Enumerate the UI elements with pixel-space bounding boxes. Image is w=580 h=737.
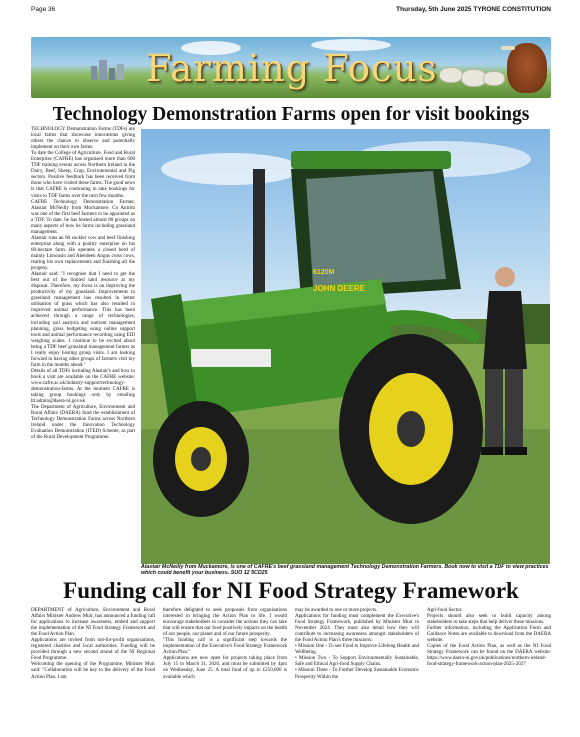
article1-paragraph: The Department of Agriculture, Environment and Rural Affairs (DAERA) fund the establishment of Technology Demonstration Farms across Northern Ireland under the Innovation Technology Evaluation Demonstration (ITED) Scheme, as part of the Rural Development Programme.	[31, 404, 135, 441]
city-skyline-icon	[89, 56, 127, 80]
article2-paragraph: "This funding call is a significant step towards the implementation of the Executive's Food Strategy Framework Action Plan."	[163, 637, 287, 656]
article2-paragraph: may be awarded to one or more projects.	[295, 607, 378, 613]
article2-paragraph: Applications for funding must complement the Executive's Food Strategy Framework, published by Minister Muir in November 2024. They must also detail how they will contribute to increasing awareness amongst stakeholders of the Food Action Plan's three missions:	[295, 613, 419, 644]
article2-column-4	[427, 607, 551, 735]
article1-paragraph: Alastair said: "I recognise that I need to get the best out of the limited land resource at my disposal. Therefore, my focus is on improving the productivity of my grassland. Improvements in grassland management has resulted in better utilisation of grass which has also resulted in improved animal performance. This has been achieved through a range of technologies, including soil analysis and nutrient management planning, grass budgeting using online support tools and animal performance recording using EID weighing scales. I continue to be excited about being a TDF beef grassland management farmer as I really enjoy hosting group visits. I am looking forward to having other groups of farmers visit my farm in the months ahead."	[31, 271, 135, 368]
article1-paragraph: Alastair runs an 80 suckler cow and beef finishing enterprise along with a poultry enterprise on his 60-hectare farm. He operates a closed herd of mainly Limousin and Aberdeen Angus cross cows, rearing his own replacements and finishing all the progeny.	[31, 234, 135, 272]
article2-paragraph: • Mission Two - To Support Environmentally Sustainable, Safe and Ethical Agri-food Supply Chains.	[295, 655, 419, 668]
issue-date: Thursday, 5th June 2025 TYRONE CONSTITUTION	[396, 5, 551, 13]
article2-paragraph: therefore delighted to seek proposals from organisations interested in bringing the Action Plan to life. I would encourage stakeholders to consider the actions they can take that will ensure that our food positively impacts on the health of our people, our planet and of our future prosperity.	[163, 607, 287, 638]
article2-column-1	[31, 607, 155, 735]
article1-paragraph: TECHNOLOGY Demonstration Farms (TDFs) are local farms that showcase innovations giving others the chance to observe and potentially implement on their own farms.	[31, 126, 135, 151]
article2-paragraph: • Mission One - To see Food to Improve Lifelong Health and Wellbeing.	[295, 643, 419, 656]
sheep-icon	[483, 71, 505, 86]
page-number: Page 36	[31, 5, 56, 13]
article2-paragraph: Agri-food Sector.	[427, 607, 463, 613]
article2-paragraph: Applications are now open for projects taking place from July 15 to March 31, 2026, and must be submitted by 4pm on Wednesday, June 25. A total fund of up to £250,000 is available which	[163, 655, 287, 680]
section-banner	[31, 37, 551, 98]
highland-cow-icon	[507, 43, 547, 93]
article1-headline: Technology Demonstration Farms open for visit bookings	[52, 104, 530, 125]
article1-paragraph: To date the College of Agriculture, Food and Rural Enterprise (CAFRE) has organised more than 600 TDF training events across Northern Ireland in the Dairy, Beef, Sheep, Crop, Environmental and Pig sectors. Positive feedback has been received from those who have visited these farms. The good news is that CAFRE is continuing to take bookings for visits to TDF farms over the next few months.	[31, 150, 135, 199]
article1-paragraph: CAFRE Technology Demonstration Farmer, Alastair McNeilly from Muckamore, Co Antrim was one of the first beef farmers to be appointed as a TDF. To date, he has hosted almost 80 groups on many aspects of how he farms including grassland management.	[31, 198, 135, 235]
page-header	[31, 3, 551, 15]
article2-column-2	[163, 607, 287, 735]
article2-paragraph: Projects should also seek to build capacity among stakeholders to take steps that help deliver these missions.	[427, 613, 551, 626]
article2-paragraph: DEPARTMENT of Agriculture, Environment and Rural Affairs Minister Andrew Muir, has announced a funding call for applications to increase awareness, embed and support the implementation of the NI Food Strategy Framework and the Food Action Plan.	[31, 607, 155, 638]
photo-caption: Alastair McNeilly from Muckamore, is one of CAFRE's beef grassland management Technology Demonstration Farmers. Book now to visit a TDF to view practices which could benefit your business. SUO 12 5CD25	[141, 564, 549, 577]
tractor-brand-label: JOHN DEERE	[313, 284, 366, 293]
horn-icon	[501, 46, 515, 50]
article1-photo	[141, 129, 550, 564]
article1-paragraph: Details of all TDFs including Alastair's and how to book a visit are available on the CAFRE website: www.cafre.ac.uk/industry-support/technology-demonstration-farms. At the moment CAFRE is taking group bookings only by emailing ltt.admin@daera-ni.gov.uk	[31, 367, 135, 405]
article1-body	[31, 126, 135, 578]
article2-paragraph: Applications are invited from not-for-profit organisations, registered charities and local authorities. Funding will be provided through a new second strand of the NI Regional Food Programme.	[31, 637, 155, 662]
article2-paragraph: Further information, including the Application Form and Guidance Notes are available to download from the DAERA website.	[427, 625, 551, 644]
article2-body	[31, 607, 551, 735]
article2-paragraph: Welcoming the opening of the Programme, Minister Muir said: "Collaboration will be key to the delivery of the Food Action Plan. I am	[31, 661, 155, 680]
tractor-photo-illustration	[141, 129, 550, 564]
article2-paragraph: Copies of the Food Action Plan, as well as the NI Food Strategy Framework can be found on the DAERA website: https://www.daera-ni.gov.uk/publications/northern-ireland-food-strategy-framework-action-plan-2025-2027	[427, 643, 551, 668]
article2-headline: Funding call for NI Food Strategy Framework	[63, 578, 519, 603]
article2-paragraph: • Mission Three - To Further Develop Sustainable Economic Prosperity Within the	[295, 667, 419, 680]
sheep-icon	[439, 67, 463, 83]
tractor-model-label: 6120M	[313, 269, 335, 276]
article2-column-3	[295, 607, 419, 735]
section-title: Farming Focus	[146, 47, 438, 90]
